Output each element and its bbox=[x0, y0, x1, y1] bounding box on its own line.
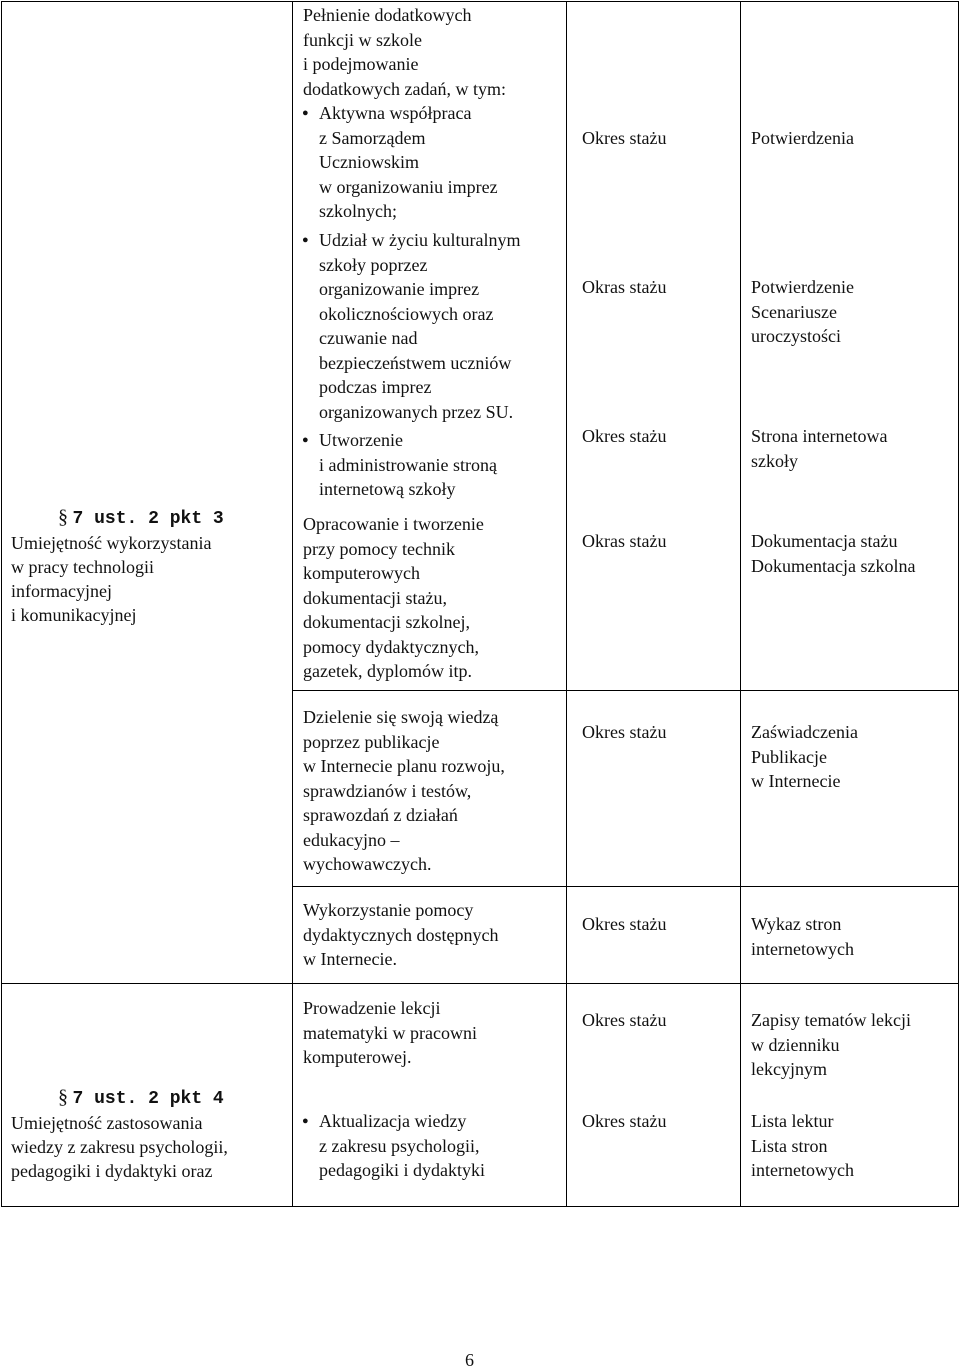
row-divider-2 bbox=[292, 886, 959, 887]
text-line: czuwanie nad bbox=[319, 328, 418, 348]
bullet-icon: ● bbox=[302, 434, 309, 446]
text-line: edukacyjno – bbox=[303, 829, 400, 850]
text-line: pomocy dydaktycznych, bbox=[303, 636, 479, 657]
text-line: komputerowych bbox=[303, 563, 420, 583]
evidence-line: Zaświadczenia bbox=[751, 722, 858, 742]
text-line: podczas imprez bbox=[319, 377, 432, 397]
text-line: funkcji w szkole bbox=[303, 29, 422, 50]
row-divider-3 bbox=[1, 983, 959, 984]
evidence-line: szkoły bbox=[751, 450, 798, 471]
section-3-line: informacyjnej bbox=[11, 581, 112, 601]
text-line: sprawozdań z działań bbox=[303, 805, 458, 825]
text-line: szkolnych; bbox=[319, 201, 397, 221]
table-divider-col2 bbox=[566, 1, 567, 1207]
text-line: poprzez publikacje bbox=[303, 731, 440, 752]
text-line: w Internecie. bbox=[303, 949, 397, 969]
term-label: Okres stażu bbox=[582, 1010, 667, 1030]
text-line: bezpieczeństwem uczniów bbox=[319, 352, 512, 373]
text-line: Prowadzenie lekcji bbox=[303, 998, 441, 1018]
text-line: w Internecie planu rozwoju, bbox=[303, 756, 505, 776]
text-line: Opracowanie i tworzenie bbox=[303, 514, 484, 534]
evidence-line: Lista stron bbox=[751, 1135, 828, 1156]
section-3-line: i komunikacyjnej bbox=[11, 605, 137, 625]
evidence-line: Zapisy tematów lekcji bbox=[751, 1010, 911, 1030]
bullet-icon: ● bbox=[302, 1115, 309, 1127]
text-line: organizowanych przez SU. bbox=[319, 401, 514, 422]
page-number: 6 bbox=[465, 1350, 474, 1370]
text-line: i podejmowanie bbox=[303, 54, 419, 74]
evidence-line: Potwierdzenie bbox=[751, 277, 854, 297]
text-line: komputerowej. bbox=[303, 1047, 412, 1067]
text-line: Utworzenie bbox=[319, 430, 403, 450]
text-line: przy pomocy technik bbox=[303, 538, 455, 559]
text-line: matematyki w pracowni bbox=[303, 1022, 477, 1043]
term-label: Okres stażu bbox=[582, 1111, 667, 1131]
evidence-line: Scenariusze bbox=[751, 301, 837, 322]
text-line: i administrowanie stroną bbox=[319, 454, 497, 475]
section-4-line: Umiejętność zastosowania bbox=[11, 1113, 203, 1133]
evidence-line: Dokumentacja stażu bbox=[751, 531, 898, 551]
text-line: wychowawczych. bbox=[303, 854, 432, 874]
evidence-line: Wykaz stron bbox=[751, 914, 842, 934]
row-divider-1 bbox=[292, 690, 959, 691]
evidence-line: Dokumentacja szkolna bbox=[751, 555, 916, 576]
table-divider-col1 bbox=[292, 1, 293, 1207]
text-line: w organizowaniu imprez bbox=[319, 176, 498, 197]
text-line: z zakresu psychologii, bbox=[319, 1135, 480, 1156]
text-line: internetową szkoły bbox=[319, 479, 456, 499]
table-border-bottom bbox=[1, 1206, 959, 1207]
section-4-heading bbox=[58, 1085, 224, 1111]
text-line: sprawdzianów i testów, bbox=[303, 780, 472, 801]
text-line: Pełnienie dodatkowych bbox=[303, 5, 472, 25]
evidence-line: uroczystości bbox=[751, 326, 841, 346]
text-line: Udział w życiu kulturalnym bbox=[319, 230, 521, 250]
evidence-line: internetowych bbox=[751, 938, 854, 959]
term-label: Okras stażu bbox=[582, 531, 667, 551]
bullet-icon: ● bbox=[302, 107, 309, 119]
term-label: Okres stażu bbox=[582, 128, 667, 148]
section-3-line: w pracy technologii bbox=[11, 557, 154, 577]
section-3-line: Umiejętność wykorzystania bbox=[11, 533, 212, 553]
text-line: dydaktycznych dostępnych bbox=[303, 924, 499, 945]
text-line: Dzielenie się swoją wiedzą bbox=[303, 707, 499, 727]
text-line: dodatkowych zadań, w tym: bbox=[303, 78, 506, 99]
text-line: dokumentacji szkolnej, bbox=[303, 612, 470, 632]
evidence-line: w dzienniku bbox=[751, 1034, 840, 1055]
bullet-icon: ● bbox=[302, 234, 309, 246]
evidence-line: Strona internetowa bbox=[751, 426, 888, 446]
evidence-line: Potwierdzenia bbox=[751, 128, 854, 148]
text-line: pedagogiki i dydaktyki bbox=[319, 1160, 485, 1180]
section-sign: § bbox=[58, 506, 68, 528]
text-line: szkoły poprzez bbox=[319, 254, 428, 275]
table-border-top bbox=[1, 1, 959, 2]
evidence-line: Publikacje bbox=[751, 746, 827, 767]
section-3-heading bbox=[58, 505, 224, 531]
evidence-line: lekcyjnym bbox=[751, 1059, 827, 1079]
table-border-left bbox=[1, 1, 2, 1207]
text-line: Wykorzystanie pomocy bbox=[303, 900, 474, 920]
text-line: organizowanie imprez bbox=[319, 279, 480, 299]
text-line: gazetek, dyplomów itp. bbox=[303, 661, 472, 681]
section-4-line: pedagogiki i dydaktyki oraz bbox=[11, 1161, 213, 1181]
section-4-line: wiedzy z zakresu psychologii, bbox=[11, 1137, 228, 1157]
evidence-line: internetowych bbox=[751, 1160, 854, 1180]
term-label: Okres stażu bbox=[582, 426, 667, 446]
text-line: Aktualizacja wiedzy bbox=[319, 1111, 467, 1131]
term-label: Okres stażu bbox=[582, 722, 667, 742]
text-line: dokumentacji stażu, bbox=[303, 587, 447, 608]
text-line: Uczniowskim bbox=[319, 152, 419, 172]
section-code: 7 ust. 2 pkt 4 bbox=[72, 1089, 224, 1109]
evidence-line: Lista lektur bbox=[751, 1111, 834, 1131]
term-label: Okres stażu bbox=[582, 914, 667, 934]
evidence-line: w Internecie bbox=[751, 771, 841, 791]
text-line: Aktywna współpraca bbox=[319, 103, 472, 123]
term-label: Okras stażu bbox=[582, 277, 667, 297]
text-line: z Samorządem bbox=[319, 127, 426, 148]
section-sign: § bbox=[58, 1086, 68, 1108]
table-border-right bbox=[958, 1, 959, 1207]
text-line: okolicznościowych oraz bbox=[319, 303, 494, 324]
table-divider-col3 bbox=[740, 1, 741, 1207]
section-code: 7 ust. 2 pkt 3 bbox=[72, 509, 224, 529]
